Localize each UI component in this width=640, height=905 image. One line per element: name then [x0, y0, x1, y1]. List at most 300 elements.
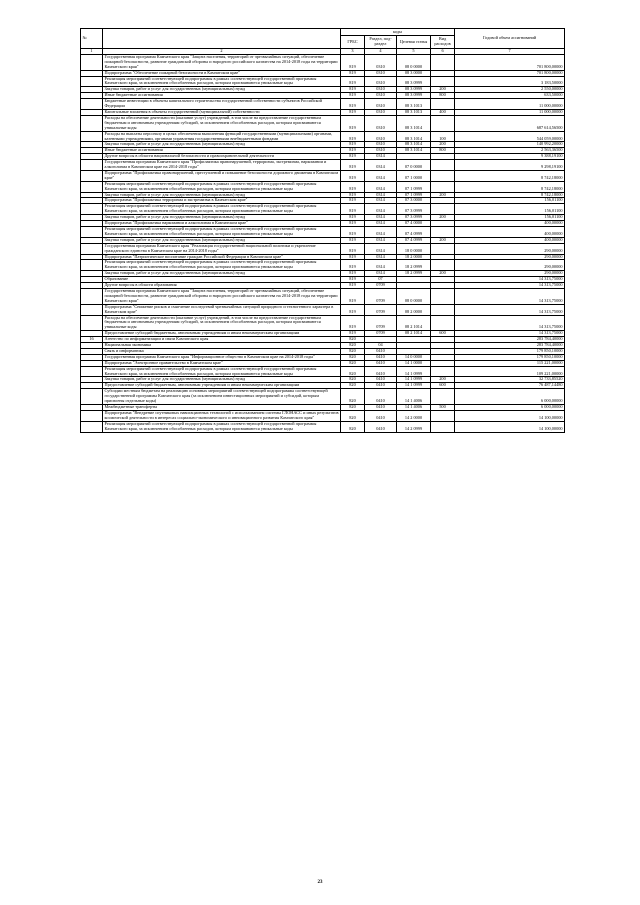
row-target: 07 4 0000 [397, 221, 431, 227]
row-section: 0410 [365, 377, 397, 383]
row-amount: 14 313,75000 [455, 331, 565, 337]
row-grbs: 819 [341, 243, 365, 254]
row-section: 0310 [365, 54, 397, 70]
row-section: 0310 [365, 109, 397, 115]
table-row [81, 389, 565, 405]
row-name: Реализация мероприятий соответствующей подпрограммы в рамках соответствующей государственной программы Камчатского края, за исключением обособленных расходов, которым присваиваются уникальные коды [103, 421, 341, 432]
row-grbs: 819 [341, 260, 365, 271]
row-amount: 14 313,75000 [455, 315, 565, 331]
row-name: Закупка товаров, работ и услуг для государственных (муниципальных) нужд [103, 377, 341, 383]
row-section: 0310 [365, 131, 397, 142]
row-target: 14 2 0999 [397, 421, 431, 432]
row-section: 0410 [365, 354, 397, 360]
row-section: 0410 [365, 383, 397, 389]
col-number: 4 [365, 49, 397, 55]
row-section: 0310 [365, 115, 397, 131]
row-name: Предоставление субсидий бюджетным, автономным учреждениям и иным некоммерческим организациям [103, 331, 341, 337]
row-grbs: 820 [341, 343, 365, 349]
row-amount: 701 800,00000 [455, 54, 565, 70]
header-no: № [81, 29, 103, 49]
row-exp-type: 200 [431, 142, 455, 148]
row-name: Иные бюджетные ассигнования [103, 93, 341, 99]
row-exp-type [431, 115, 455, 131]
row-exp-type: 100 [431, 131, 455, 142]
row-amount: 400,00000 [455, 221, 565, 227]
row-amount: 8 742,18000 [455, 170, 565, 181]
row-name: Закупка товаров, работ и услуг для государственных (муниципальных) нужд [103, 192, 341, 198]
row-grbs: 819 [341, 54, 365, 70]
row-grbs: 819 [341, 181, 365, 192]
row-amount: 701 800,00000 [455, 70, 565, 76]
row-amount: 156,01100 [455, 198, 565, 204]
row-section: 0314 [365, 221, 397, 227]
row-amount: 179 850,10000 [455, 354, 565, 360]
row-section: 0410 [365, 421, 397, 432]
row-grbs: 820 [341, 337, 365, 343]
row-grbs: 820 [341, 366, 365, 377]
row-grbs: 819 [341, 221, 365, 227]
row-section: 0310 [365, 93, 397, 99]
row-grbs: 820 [341, 354, 365, 360]
header-codes: коды [341, 29, 455, 36]
row-grbs: 820 [341, 389, 365, 405]
table-row [81, 160, 565, 171]
row-number [81, 131, 103, 142]
row-amount: 400,00000 [455, 237, 565, 243]
row-grbs: 820 [341, 421, 365, 432]
budget-table [80, 28, 565, 433]
row-exp-type: 200 [431, 237, 455, 243]
row-amount: 14 100,00000 [455, 421, 565, 432]
row-section: 0314 [365, 243, 397, 254]
row-amount: 14 100,00000 [455, 410, 565, 421]
row-target: 18 0 0000 [397, 243, 431, 254]
row-amount: 290,00000 [455, 243, 565, 254]
row-amount: 6 000,00000 [455, 389, 565, 405]
row-amount: 14 313,75000 [455, 283, 565, 289]
table-row [81, 99, 565, 110]
row-name: Иные бюджетные ассигнования [103, 148, 341, 154]
row-amount: 11 000,00000 [455, 109, 565, 115]
table-row [81, 54, 565, 70]
row-section: 0314 [365, 170, 397, 181]
row-target: 07 1 0999 [397, 192, 431, 198]
row-amount: 156,01100 [455, 215, 565, 221]
row-number [81, 304, 103, 315]
row-number [81, 76, 103, 87]
row-target: 08 0 0000 [397, 54, 431, 70]
row-exp-type: 200 [431, 192, 455, 198]
row-name: Реализация мероприятий соответствующей подпрограммы в рамках соответствующей государственной программы Камчатского края, за исключением обособленных расходов, которым присваиваются уникальные коды [103, 227, 341, 238]
header-amount: Годовой объем ассигнований [455, 29, 565, 49]
row-grbs: 819 [341, 288, 365, 304]
row-exp-type: 200 [431, 271, 455, 277]
row-target: 08 3 0999 [397, 93, 431, 99]
row-exp-type: 200 [431, 215, 455, 221]
row-section: 0709 [365, 315, 397, 331]
header-section: Раздел, под-раздел [365, 36, 397, 49]
row-grbs: 819 [341, 283, 365, 289]
row-exp-type [431, 243, 455, 254]
row-target: 08 3 0999 [397, 76, 431, 87]
row-name: Реализация мероприятий соответствующей подпрограммы в рамках соответствующей государственной программы Камчатского края, за исключением обособленных расходов, которым присваиваются уникальные коды [103, 76, 341, 87]
row-number [81, 410, 103, 421]
row-amount: 2 563,36500 [455, 148, 565, 154]
row-section: 0410 [365, 360, 397, 366]
row-exp-type [431, 170, 455, 181]
page-number: 23 [317, 880, 323, 885]
row-name: Капитальные вложения в объекты государственной (муниципальной) собственности [103, 109, 341, 115]
row-grbs: 819 [341, 93, 365, 99]
row-amount: 179 850,10000 [455, 348, 565, 354]
row-target: 18 2 0999 [397, 271, 431, 277]
row-grbs: 819 [341, 277, 365, 283]
row-exp-type [431, 421, 455, 432]
row-amount: 109 221,00000 [455, 366, 565, 377]
row-name: Агентство по информатизации и связи Камчатского края [103, 337, 341, 343]
row-name: Государственная программа Камчатского края "Защита населения, территорий от чрезвычайных ситуаций, обеспечение пожарной безопасности, развитие гражданской обороны и народного российского казачества на 2014-2018 годы на территории Камчатского края" [103, 288, 341, 304]
row-exp-type [431, 99, 455, 110]
row-name: Подпрограмма "Профилактика наркомании и алкоголизма в Камчатском крае" [103, 221, 341, 227]
row-grbs: 819 [341, 70, 365, 76]
row-grbs: 819 [341, 87, 365, 93]
row-exp-type: 800 [431, 93, 455, 99]
row-amount: 14 313,75000 [455, 304, 565, 315]
row-amount: 290,00000 [455, 254, 565, 260]
row-target: 08 3 0000 [397, 70, 431, 76]
row-name: Расходы на обеспечение деятельности (оказание услуг) учреждений, в том числе на предоставление государственным бюджетным и автономным учреждениям субсидий, за исключением обособленных расходов, которым присваиваются уникальные коды [103, 315, 341, 331]
row-grbs: 819 [341, 142, 365, 148]
row-name: Подпрограмма "Профилактика правонарушений, преступлений и повышение безопасности дорожного движения в Камчатском крае" [103, 170, 341, 181]
row-number [81, 54, 103, 70]
row-amount: 3 183,50000 [455, 76, 565, 87]
row-target: 08 2 0000 [397, 304, 431, 315]
row-grbs: 819 [341, 271, 365, 277]
row-grbs: 819 [341, 131, 365, 142]
row-target: 08 2 1014 [397, 331, 431, 337]
row-number: 16 [81, 337, 103, 343]
row-grbs: 819 [341, 315, 365, 331]
row-section: 0310 [365, 76, 397, 87]
row-target: 08 3 1013 [397, 99, 431, 110]
row-name: Национальная экономика [103, 343, 341, 349]
row-target: 07 4 0999 [397, 227, 431, 238]
table-row [81, 227, 565, 238]
row-exp-type [431, 181, 455, 192]
row-exp-type [431, 204, 455, 215]
row-name: Государственная программа Камчатского края "Профилактика правонарушений, терроризма, экстремизма, наркомании и алкоголизма в Камчатском крае на 2014-2018 годы" [103, 160, 341, 171]
row-name: Предоставление субсидий бюджетным, автономным учреждениям и иным некоммерческим организациям [103, 383, 341, 389]
row-amount: 14 313,75000 [455, 288, 565, 304]
row-name: Государственная программа Камчатского края "Информационное общество в Камчатском крае на 2014-2018 годы" [103, 354, 341, 360]
row-target: 08 3 1014 [397, 142, 431, 148]
row-section: 0410 [365, 389, 397, 405]
table-row [81, 170, 565, 181]
row-section: 0410 [365, 348, 397, 354]
row-section: 0709 [365, 331, 397, 337]
row-target: 08 2 1014 [397, 315, 431, 331]
row-grbs: 819 [341, 154, 365, 160]
row-number [81, 99, 103, 110]
table-row [81, 204, 565, 215]
row-amount: 290,00000 [455, 260, 565, 271]
row-number [81, 389, 103, 405]
row-amount: 8 742,18000 [455, 192, 565, 198]
row-name: Реализация мероприятий соответствующей подпрограммы в рамках соответствующей государственной программы Камчатского края, за исключением обособленных расходов, которым присваиваются уникальные коды [103, 260, 341, 271]
row-target: 14 2 0000 [397, 410, 431, 421]
row-name: Подпрограмма "Профилактика терроризма и экстремизма в Камчатском крае" [103, 198, 341, 204]
row-section: 07 [365, 277, 397, 283]
row-name: Закупка товаров, работ и услуг для государственных (муниципальных) нужд [103, 215, 341, 221]
row-section: 0314 [365, 181, 397, 192]
row-exp-type [431, 76, 455, 87]
row-exp-type [431, 366, 455, 377]
row-number [81, 260, 103, 271]
row-exp-type: 600 [431, 331, 455, 337]
row-section: 0314 [365, 160, 397, 171]
row-number [81, 115, 103, 131]
header-grbs: ГРБС [341, 36, 365, 49]
row-name: Закупка товаров, работ и услуг для государственных (муниципальных) нужд [103, 237, 341, 243]
row-grbs: 819 [341, 215, 365, 221]
row-section: 0310 [365, 142, 397, 148]
row-name: Закупка товаров, работ и услуг для государственных (муниципальных) нужд [103, 87, 341, 93]
row-grbs: 820 [341, 348, 365, 354]
row-number [81, 181, 103, 192]
row-section: 0314 [365, 260, 397, 271]
row-target: 07 3 0999 [397, 215, 431, 221]
row-amount: 633,50000 [455, 93, 565, 99]
row-target: 08 3 1014 [397, 148, 431, 154]
row-amount: 76 487,14480 [455, 383, 565, 389]
row-target: 14 1 4006 [397, 389, 431, 405]
row-exp-type: 400 [431, 109, 455, 115]
row-grbs: 819 [341, 227, 365, 238]
row-target: 07 3 0000 [397, 198, 431, 204]
col-number: 1 [81, 49, 103, 55]
row-exp-type [431, 227, 455, 238]
row-target: 14 1 0999 [397, 383, 431, 389]
row-amount: 283 784,40000 [455, 343, 565, 349]
row-name: Подпрограмма "Обеспечение пожарной безопасности в Камчатском крае" [103, 70, 341, 76]
table-header [81, 29, 565, 55]
row-grbs: 819 [341, 115, 365, 131]
table-row [81, 304, 565, 315]
table-body [81, 54, 565, 432]
row-amount: 9 388,19100 [455, 154, 565, 160]
row-section: 0314 [365, 254, 397, 260]
row-amount: 6 000,00000 [455, 405, 565, 411]
row-section: 0410 [365, 405, 397, 411]
row-amount: 8 742,18000 [455, 181, 565, 192]
row-amount: 14 313,75000 [455, 277, 565, 283]
row-grbs: 820 [341, 410, 365, 421]
row-section: 0314 [365, 227, 397, 238]
table-row [81, 76, 565, 87]
table-row [81, 410, 565, 421]
row-target: 08 3 0999 [397, 87, 431, 93]
row-number [81, 204, 103, 215]
col-number: 7 [455, 49, 565, 55]
row-grbs: 819 [341, 148, 365, 154]
row-grbs: 819 [341, 192, 365, 198]
row-target: 14 0 0000 [397, 354, 431, 360]
row-grbs: 819 [341, 237, 365, 243]
row-name: Подпрограмма "Внедрение спутниковых навигационных технологий с использованием системы ГЛОНАСС и иных результатов космической деятельности в интересах социально-экономического и инновационного развития Камчатского края" [104, 410, 339, 420]
table-row [81, 366, 565, 377]
table-row [81, 315, 565, 331]
row-exp-type [431, 160, 455, 171]
row-section: 0314 [365, 204, 397, 215]
row-number [81, 366, 103, 377]
row-amount: 115 221,00000 [455, 360, 565, 366]
row-section: 0709 [365, 283, 397, 289]
row-grbs: 819 [341, 99, 365, 110]
row-name: Другие вопросы в области национальной безопасности и правоохранительной деятельности [103, 154, 341, 160]
row-target: 14 1 0999 [397, 366, 431, 377]
row-name: Закупка товаров, работ и услуг для государственных (муниципальных) нужд [103, 271, 341, 277]
row-grbs: 819 [341, 170, 365, 181]
row-target: 08 3 1014 [397, 115, 431, 131]
row-grbs: 819 [341, 160, 365, 171]
row-target: 08 0 0000 [397, 288, 431, 304]
row-section: 0709 [365, 288, 397, 304]
row-name: Государственная программа Камчатского края "Реализация государственной национальной политики и укрепление гражданского единства в Камчатском крае на 2014-2018 годы" [103, 243, 341, 254]
row-target: 08 3 1014 [397, 131, 431, 142]
row-number [81, 288, 103, 304]
row-section: 0314 [365, 192, 397, 198]
row-name: Реализация мероприятий соответствующей подпрограммы в рамках соответствующей государственной программы Камчатского края, за исключением обособленных расходов, которым присваиваются уникальные коды [103, 366, 341, 377]
row-exp-type [431, 315, 455, 331]
table-row [81, 421, 565, 432]
row-name: Реализация мероприятий соответствующей подпрограммы в рамках соответствующей государственной программы Камчатского края, за исключением обособленных расходов, которым присваиваются уникальные коды [103, 204, 341, 215]
row-grbs: 819 [341, 304, 365, 315]
row-name: Межбюджетные трансферты [103, 405, 341, 411]
row-grbs: 819 [341, 254, 365, 260]
row-amount: 156,01100 [455, 204, 565, 215]
row-section: 0709 [365, 304, 397, 315]
row-number [81, 315, 103, 331]
row-section: 0314 [365, 154, 397, 160]
row-amount: 290,00000 [455, 271, 565, 277]
row-exp-type: 500 [431, 405, 455, 411]
header-target: Целевая статья [397, 36, 431, 49]
row-target: 07 3 0999 [397, 204, 431, 215]
table-row [81, 243, 565, 254]
row-amount: 11 000,00000 [455, 99, 565, 110]
row-number [81, 160, 103, 171]
table-row [81, 115, 565, 131]
row-exp-type: 200 [431, 87, 455, 93]
row-exp-type [431, 304, 455, 315]
row-exp-type: 600 [431, 383, 455, 389]
row-target: 14 1 4006 [397, 405, 431, 411]
row-amount: 2 550,00000 [455, 87, 565, 93]
row-exp-type: 200 [431, 377, 455, 383]
row-target: 18 2 0000 [397, 254, 431, 260]
row-section: 04 [365, 343, 397, 349]
row-target: 07 0 0000 [397, 160, 431, 171]
header-name [103, 29, 341, 49]
row-name: Расходы на выплаты персоналу в целях обеспечения выполнения функций государственными (муниципальными) органами, казенными учреждениями, органами управления государственными внебюджетными фондами [103, 131, 341, 142]
col-number: 5 [397, 49, 431, 55]
table-row [81, 181, 565, 192]
row-grbs: 819 [341, 76, 365, 87]
row-name: Бюджетные инвестиции в объекты капитального строительства государственной собственности субъектов Российской Федерации [103, 99, 341, 110]
row-name: Подпрограмма "Электронное правительство в Камчатском крае" [103, 360, 341, 366]
row-grbs: 820 [341, 405, 365, 411]
row-amount: 283 784,40000 [455, 337, 565, 343]
row-section: 0310 [365, 87, 397, 93]
row-name: Подпрограмма "Патриотическое воспитание граждан Российской Федерации в Камчатском крае" [103, 254, 341, 260]
row-name: Закупка товаров, работ и услуг для государственных (муниципальных) нужд [103, 142, 341, 148]
row-number [81, 170, 103, 181]
row-amount: 32 733,85520 [455, 377, 565, 383]
row-target: 18 2 0999 [397, 260, 431, 271]
row-number [81, 421, 103, 432]
row-grbs: 820 [341, 360, 365, 366]
row-number [81, 227, 103, 238]
row-grbs: 819 [341, 331, 365, 337]
row-exp-type [431, 410, 455, 421]
row-name: Субсидии местным бюджетам на реализацию основных мероприятий соответствующей подпрограммы соответствующей государственной программы Камчатского края (за исключением инвестиционных мероприятий и субсидий, которым присвоены отдельные коды) [103, 389, 341, 405]
row-name: Другие вопросы в области образования [103, 283, 341, 289]
header-exp-type: Вид расходов [431, 36, 455, 49]
row-amount: 544 059,00000 [455, 131, 565, 142]
row-section: 0410 [365, 366, 397, 377]
row-exp-type [431, 389, 455, 405]
row-number [81, 243, 103, 254]
row-target: 07 4 0999 [397, 237, 431, 243]
row-name: Реализация мероприятий соответствующей подпрограммы в рамках соответствующей государственной программы Камчатского края, за исключением обособленных расходов, которым присваиваются уникальные коды [103, 181, 341, 192]
row-name: Подпрограмма "Снижение рисков и смягчение последствий чрезвычайных ситуаций природного и техногенного характера в Камчатском крае" [103, 304, 341, 315]
table-row [81, 131, 565, 142]
row-grbs: 819 [341, 204, 365, 215]
row-section: 0314 [365, 198, 397, 204]
row-amount: 400,00000 [455, 227, 565, 238]
row-section: 0314 [365, 237, 397, 243]
row-amount: 687 614,56500 [455, 115, 565, 131]
row-target: 14 1 0999 [397, 377, 431, 383]
row-name: Государственная программа Камчатского края "Защита населения, территорий от чрезвычайных ситуаций, обеспечение пожарной безопасности, развитие гражданской обороны и народного российского казачества на 2014-2018 годы на территории Камчатского края" [103, 54, 341, 70]
row-section: 0314 [365, 215, 397, 221]
row-grbs: 820 [341, 383, 365, 389]
row-section: 0310 [365, 99, 397, 110]
row-name: Образование [103, 277, 341, 283]
row-section: 0310 [365, 148, 397, 154]
row-name: Расходы на обеспечение деятельности (оказание услуг) учреждений, в том числе на предоставление государственным бюджетным и автономным учреждениям субсидий, за исключением обособленных расходов, которым присваиваются уникальные коды [103, 115, 341, 131]
row-target: 08 3 1013 [397, 109, 431, 115]
row-exp-type [431, 54, 455, 70]
row-amount: 140 992,20000 [455, 142, 565, 148]
table-row [81, 260, 565, 271]
col-number: 2 [103, 49, 341, 55]
row-name: Связь и информатика [103, 348, 341, 354]
row-section: 0410 [365, 410, 397, 421]
col-number: 6 [431, 49, 455, 55]
row-amount: 9 298,19100 [455, 160, 565, 171]
row-exp-type: 800 [431, 148, 455, 154]
row-section: 0310 [365, 70, 397, 76]
row-grbs: 820 [341, 377, 365, 383]
row-section: 0314 [365, 271, 397, 277]
row-grbs: 819 [341, 109, 365, 115]
row-exp-type [431, 260, 455, 271]
row-exp-type [431, 288, 455, 304]
row-target: 07 1 0000 [397, 170, 431, 181]
row-target: 14 1 0000 [397, 360, 431, 366]
col-number: 3 [341, 49, 365, 55]
